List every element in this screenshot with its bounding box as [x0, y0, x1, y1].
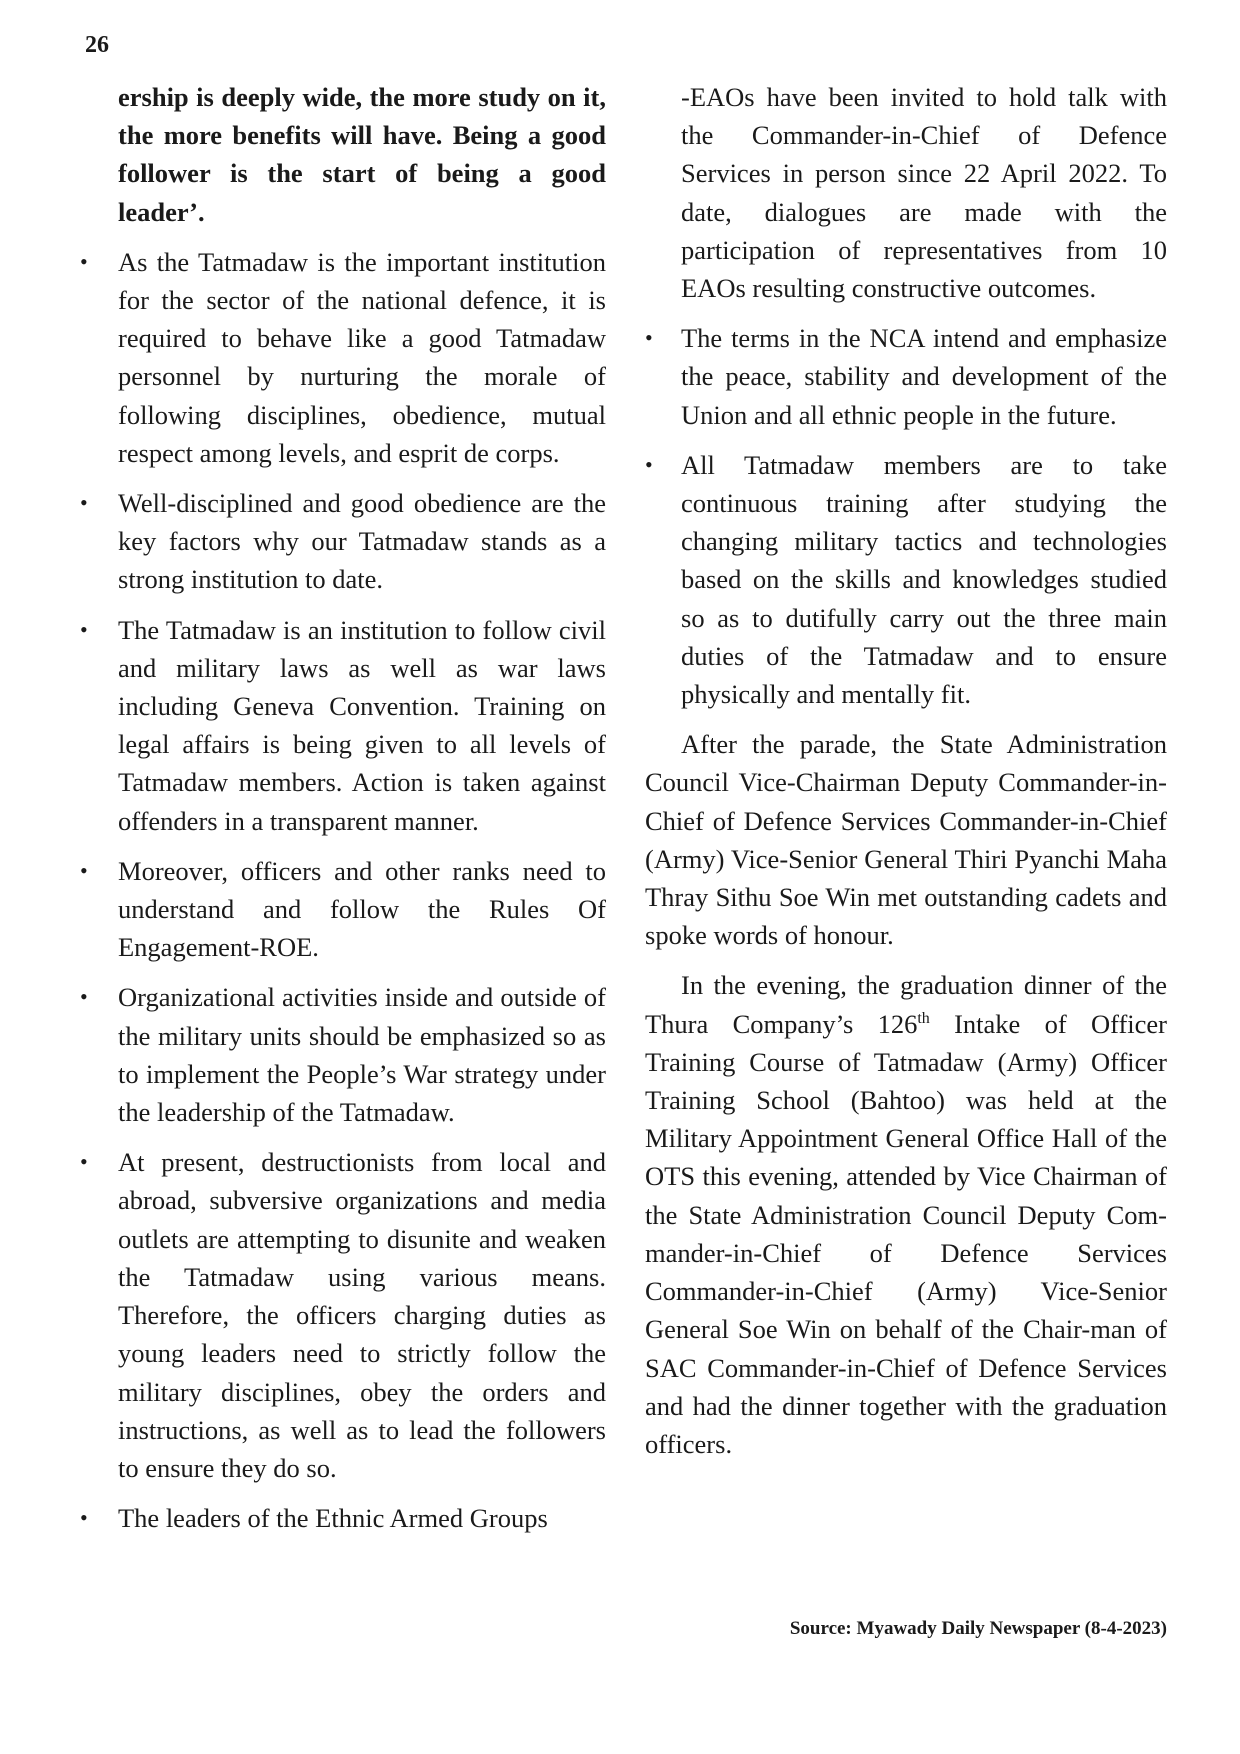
bullet-text: As the Tatmadaw is the important institution for the sector of the national defence, it is required to behave like a good Tatmadaw personnel by nurturing the morale of following disciplines, obedience, mutual respect among levels, and esprit de corps. — [118, 246, 606, 468]
bullet-icon: • — [645, 451, 653, 477]
bullet-icon: • — [80, 1149, 88, 1175]
bullet-icon: • — [80, 616, 88, 642]
right-column — [645, 78, 1167, 1475]
left-column — [80, 78, 606, 1549]
bullet-icon: • — [80, 857, 88, 883]
bullet-text: The leaders of the Ethnic Armed Groups — [118, 1503, 548, 1534]
bullet-item — [80, 1499, 606, 1537]
bullet-text: At present, destructionists from local and abroad, subversive organizations and media outlets are attempting to disunite and weaken the Tatmadaw using various means. Therefore, the officers charging duties as young leaders need to strictly follow the military disciplines, obey the orders and instructions, as well as to lead the followers to ensure they do so. — [118, 1147, 606, 1483]
bullet-item — [645, 319, 1167, 434]
bullet-text: Moreover, officers and other ranks need to understand and follow the Rules Of Engagement-ROE. — [118, 855, 606, 963]
bullet-icon: • — [80, 984, 88, 1010]
bullet-item — [80, 852, 606, 967]
bullet-item — [80, 484, 606, 599]
bullet-icon: • — [80, 1505, 88, 1531]
bullet-icon: • — [645, 325, 653, 351]
bullet-item — [80, 978, 606, 1131]
bullet-text: Organizational activities inside and outside of the military units should be emphasized so as to implement the People’s War strategy under the leadership of the Tatmadaw. — [118, 982, 606, 1128]
bullet-text: The Tatmadaw is an institution to follow civil and military laws as well as war laws including Geneva Convention. Training on legal affairs is being given to all levels of Tatmadaw members. Action is taken against offenders in a transparent manner. — [118, 614, 606, 836]
dinner-text-part1: In the evening, the graduation dinner of the Thura Company’s 126 — [645, 970, 1167, 1039]
page-number: 26 — [85, 32, 109, 58]
bullet-text: The terms in the NCA intend and emphasize the peace, stability and development of the Union and all ethnic people in the future. — [681, 323, 1167, 430]
dinner-text-part2: Intake of Officer Training Course of Tatmadaw (Army) Officer Training School (Bahtoo) was held at the Military Appointment General Office Hall of the OTS this evening, attended by Vice Chairman of the State Administration Council Deputy Com-mander-in-Chief of Defence Services Commander-in-Chief (Army) Vice-Senior General Soe Win on behalf of the Chair-man of SAC Commander-in-Chief of Defence Services and had the dinner together with the graduation officers. — [645, 1008, 1167, 1459]
lead-bold-text: ership is deeply wide, the more study on it, the more benefits will have. Being a good follower is the start of being a good leader’. — [118, 82, 606, 227]
bullet-item — [645, 446, 1167, 713]
bullet-item — [80, 1143, 606, 1487]
continued-text: -EAOs have been invited to hold talk with the Commander-in-Chief of Defence Services in person since 22 April 2022. To date, dialogues are made with the participation of representatives from 10 EAOs resulting constructive outcomes. — [681, 82, 1167, 304]
parade-paragraph: After the parade, the State Administration Council Vice-Chairman Deputy Commander-in-Chief of Defence Services Commander-in-Chief (Army) Vice-Senior General Thiri Pyanchi Maha Thray Sithu Soe Win met outstanding cadets and spoke words of honour. — [645, 729, 1167, 951]
source-citation: Source: Myawady Daily Newspaper (8-4-2023) — [789, 1618, 1167, 1639]
bullet-item — [80, 611, 606, 840]
bullet-icon: • — [80, 490, 88, 516]
bullet-icon: • — [80, 248, 88, 274]
ordinal-suffix: th — [917, 1009, 930, 1027]
dinner-paragraph — [645, 966, 1167, 1463]
bullet-text: All Tatmadaw members are to take continuous training after studying the changing military tactics and technologies based on the skills and knowledges studied so as to dutifully carry out the three main duties of the Tatmadaw and to ensure physically and mentally fit. — [681, 449, 1167, 710]
bullet-item — [80, 243, 606, 472]
bullet-text: Well-disciplined and good obedience are the key factors why our Tatmadaw stands as a strong institution to date. — [118, 488, 606, 595]
